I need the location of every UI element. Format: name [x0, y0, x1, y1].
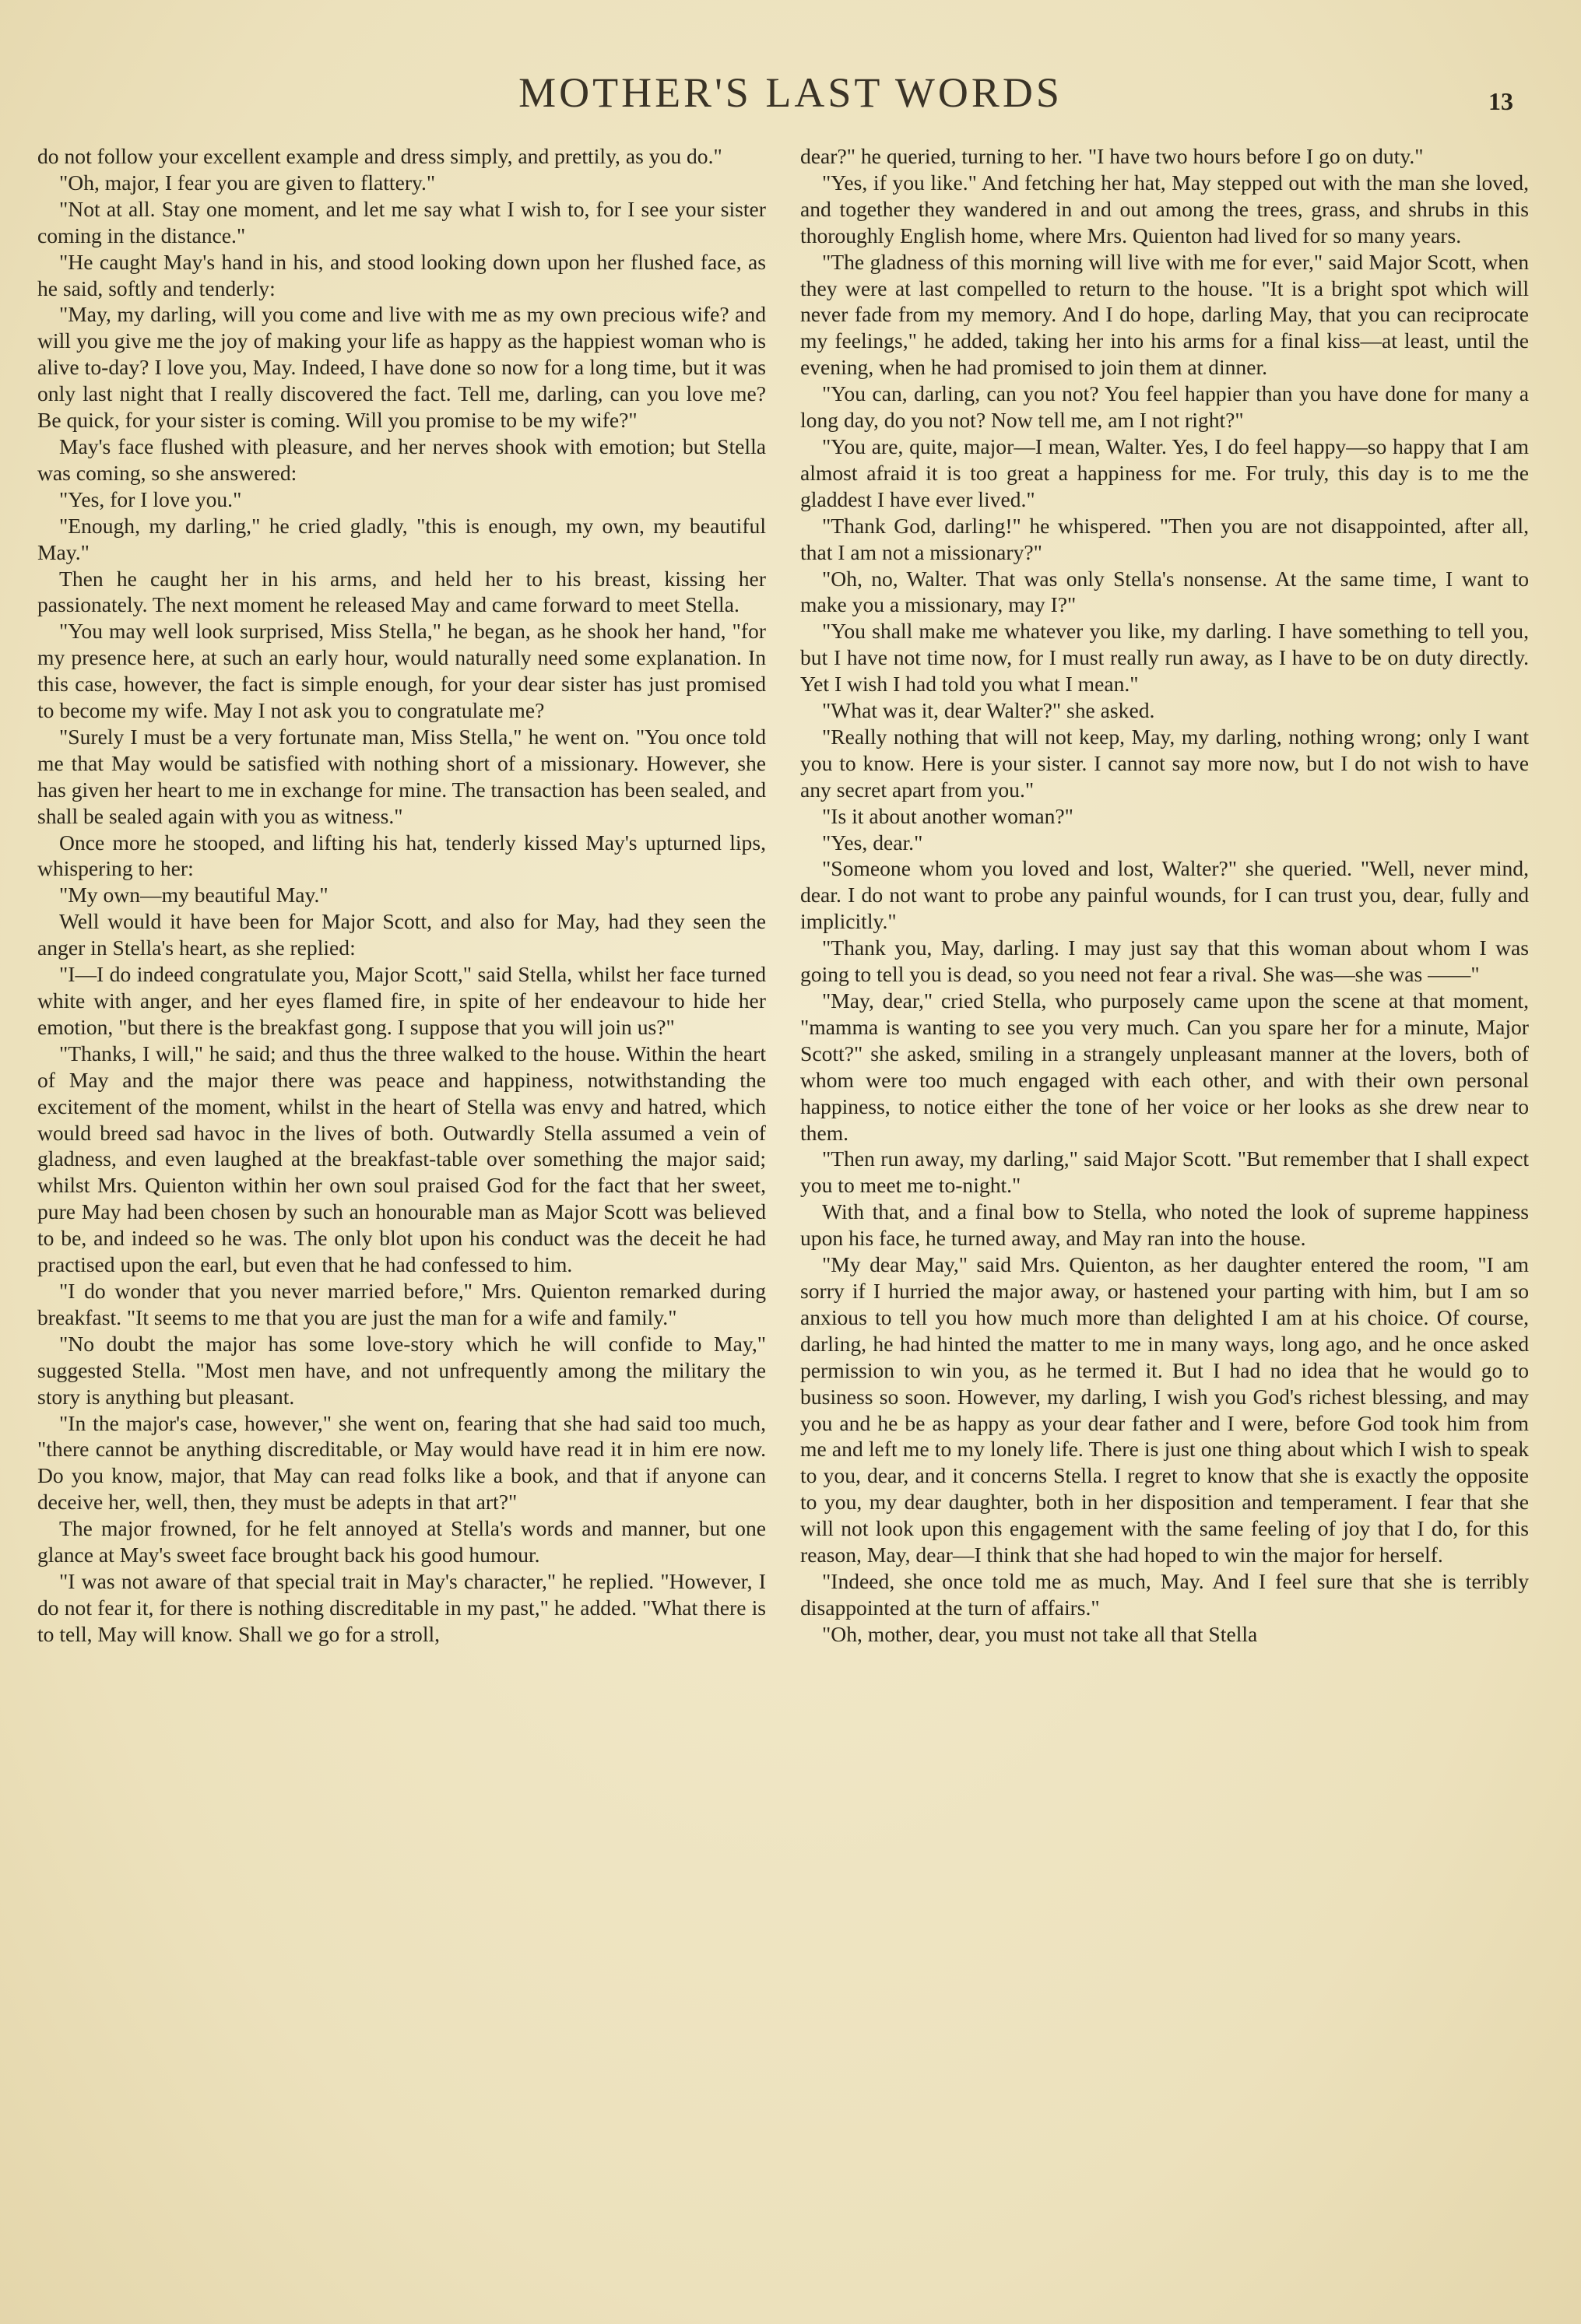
paragraph: "No doubt the major has some love-story which he will confide to May," suggested Stella. "Most men have, and not unfrequently among the military the story is anything but pleasant.: [37, 1331, 766, 1409]
paragraph: "I do wonder that you never married before," Mrs. Quienton remarked during breakfast. "It seems to me that you are just the man for a wife and family.": [37, 1278, 766, 1329]
paragraph: dear?" he queried, turning to her. "I have two hours before I go on duty.": [800, 144, 1424, 168]
paragraph: "You can, darling, can you not? You feel happier than you have done for many a long day, do you not? Now tell me, am I not right?": [800, 381, 1529, 433]
paragraph: "He caught May's hand in his, and stood looking down upon her flushed face, as he said, softly and tenderly:: [37, 249, 766, 300]
paragraph: "Not at all. Stay one moment, and let me say what I wish to, for I see your sister coming in the distance.": [37, 196, 766, 247]
paragraph: "Thanks, I will," he said; and thus the three walked to the house. Within the heart of May and the major there was peace and happiness, notwithstanding the excitement of the moment, whilst in the heart of Stella was envy and hatred, which would breed sad havoc in the lives of both. Outwardly Stella assumed a vein of gladness, and even laughed at the breakfast-table over something the major said; whilst Mrs. Quienton within her own soul praised God for the fact that her sweet, pure May had been chosen by such an honourable man as Major Scott was believed to be, and indeed so he was. The only blot upon his conduct was the deceit he had practised upon the earl, but even that he had confessed to him.: [37, 1041, 766, 1277]
paragraph: "Oh, mother, dear, you must not take all that Stella: [822, 1621, 1258, 1646]
running-head: MOTHER'S LAST WORDS: [518, 69, 1063, 116]
page-number: 13: [1488, 87, 1513, 115]
paragraph: With that, and a final bow to Stella, who noted the look of supreme happiness upon his face, he turned away, and May ran into the house.: [800, 1199, 1529, 1251]
left-column: [37, 143, 766, 1648]
paragraph: "Surely I must be a very fortunate man, Miss Stella," he went on. "You once told me that May would be satisfied with nothing short of a missionary. However, she has given her heart to me in exchange for mine. The transaction has been sealed, and shall be sealed again with you as witness.": [37, 724, 766, 828]
paragraph: "May, dear," cried Stella, who purposely came upon the scene at that moment, "mamma is wanting to see you very much. Can you spare her for a minute, Major Scott?" she asked, smiling in a strangely unpleasant manner at the lovers, both of whom were too much engaged with each other, and with their own personal happiness, to notice either the tone of her voice or her looks as she drew near to them.: [800, 988, 1529, 1145]
paragraph: "May, my darling, will you come and live with me as my own precious wife? and will you give me the joy of making your life as happy as the happiest woman who is alive to-day? I love you, May. Indeed, I have done so now for a long time, but it was only last night that I really discovered the fact. Tell me, darling, can you love me? Be quick, for your sister is coming. Will you promise to be my wife?": [37, 302, 766, 433]
paragraph: Then he caught her in his arms, and held her to his breast, kissing her passionately. The next moment he released May and came forward to meet Stella.: [37, 566, 766, 617]
paragraph: "Really nothing that will not keep, May, my darling, nothing wrong; only I want you to know. Here is your sister. I cannot say more now, but I do not wish to have any secret apart from you.": [800, 724, 1529, 802]
paragraph: "Enough, my darling," he cried gladly, "this is enough, my own, my beautiful May.": [37, 513, 766, 564]
right-column: [800, 143, 1529, 1648]
paragraph: "Yes, for I love you.": [59, 486, 242, 511]
paragraph: "Then run away, my darling," said Major Scott. "But remember that I shall expect you to meet me to-night.": [800, 1146, 1529, 1198]
paragraph: do not follow your excellent example and dress simply, and prettily, as you do.": [37, 144, 722, 168]
paragraph: "Oh, major, I fear you are given to flattery.": [59, 170, 436, 195]
paragraph: "The gladness of this morning will live with me for ever," said Major Scott, when they were at last compelled to return to the house. "It is a bright spot which will never fade from my memory. And I do hope, darling May, that you can reciprocate my feelings," he added, taking her into his arms for a final kiss—at least, until the evening, when he had promised to join them at dinner.: [800, 249, 1529, 380]
paragraph: "Thank you, May, darling. I may just say that this woman about whom I was going to tell you is dead, so you need not fear a rival. She was—she was ——": [800, 936, 1529, 987]
paragraph: "You shall make me whatever you like, my darling. I have something to tell you, but I have not time now, for I must really run away, as I have to be on duty directly. Yet I wish I had told you what I mean.": [800, 619, 1529, 697]
paragraph: The major frowned, for he felt annoyed at Stella's words and manner, but one glance at May's sweet face brought back his good humour.: [37, 1516, 766, 1567]
paragraph: "Indeed, she once told me as much, May. And I feel sure that she is terribly disappointed at the turn of affairs.": [800, 1568, 1529, 1620]
paragraph: "What was it, dear Walter?" she asked.: [822, 698, 1155, 723]
paragraph: "Oh, no, Walter. That was only Stella's nonsense. At the same time, I want to make you a missionary, may I?": [800, 566, 1529, 617]
paragraph: Well would it have been for Major Scott, and also for May, had they seen the anger in Stella's heart, as she replied:: [37, 909, 766, 960]
paragraph: "Is it about another woman?": [822, 803, 1073, 828]
paragraph: "Yes, if you like." And fetching her hat, May stepped out with the man she loved, and together they wandered in and out among the trees, grass, and shrubs in this thoroughly English home, where Mrs. Quienton had lived for so many years.: [800, 170, 1529, 247]
paragraph: "You may well look surprised, Miss Stella," he began, as he shook her hand, "for my presence here, at such an early hour, would naturally need some explanation. In this case, however, the fact is simple enough, for your dear sister has just promised to become my wife. May I not ask you to congratulate me?: [37, 619, 766, 723]
paragraph: "My dear May," said Mrs. Quienton, as her daughter entered the room, "I am sorry if I hurried the major away, or hastened your parting with him, but I am so anxious to tell you how much more than delighted I am at his choice. Of course, darling, he had hinted the matter to me in many ways, long ago, and he once asked permission to win you, as he termed it. But I had no idea that he would go to business so soon. However, my darling, I wish you God's richest blessing, and may you and he be as happy as your dear father and I were, before God took him from me and left me to my lonely life. There is just one thing about which I wish to speak to you, dear, and it concerns Stella. I regret to know that she is exactly the opposite to you, my dear daughter, both in her disposition and temperament. I fear that she will not look upon this engagement with the same feeling of joy that I do, for this reason, May, dear—I think that she had hoped to win the major for herself.: [800, 1252, 1529, 1567]
paragraph: May's face flushed with pleasure, and her nerves shook with emotion; but Stella was coming, so she answered:: [37, 434, 766, 485]
paragraph: Once more he stooped, and lifting his hat, tenderly kissed May's upturned lips, whispering to her:: [37, 830, 766, 881]
paragraph: "Thank God, darling!" he whispered. "Then you are not disappointed, after all, that I am not a missionary?": [800, 513, 1529, 564]
paragraph: "Yes, dear.": [822, 830, 923, 855]
paragraph: "You are, quite, major—I mean, Walter. Yes, I do feel happy—so happy that I am almost afraid it is too great a happiness for me. For truly, this day is to me the gladdest I have ever lived.": [800, 434, 1529, 511]
paragraph: "Someone whom you loved and lost, Walter?" she queried. "Well, never mind, dear. I do not want to probe any painful wounds, for I can trust you, dear, fully and implicitly.": [800, 856, 1529, 934]
paragraph: "My own—my beautiful May.": [59, 883, 328, 907]
paragraph: "I was not aware of that special trait in May's character," he replied. "However, I do not fear it, for there is nothing discreditable in my past," he added. "What there is to tell, May will know. Shall we go for a stroll,: [37, 1568, 766, 1646]
paragraph: "I—I do indeed congratulate you, Major Scott," said Stella, whilst her face turned white with anger, and her eyes flamed fire, in spite of her endeavour to hide her emotion, "but there is the breakfast gong. I suppose that you will join us?": [37, 962, 766, 1039]
paragraph: "In the major's case, however," she went on, fearing that she had said too much, "there cannot be anything discreditable, or May would have read it in him ere now. Do you know, major, that May can read folks like a book, and that if anyone can deceive her, well, then, they must be adepts in that art?": [37, 1410, 766, 1515]
